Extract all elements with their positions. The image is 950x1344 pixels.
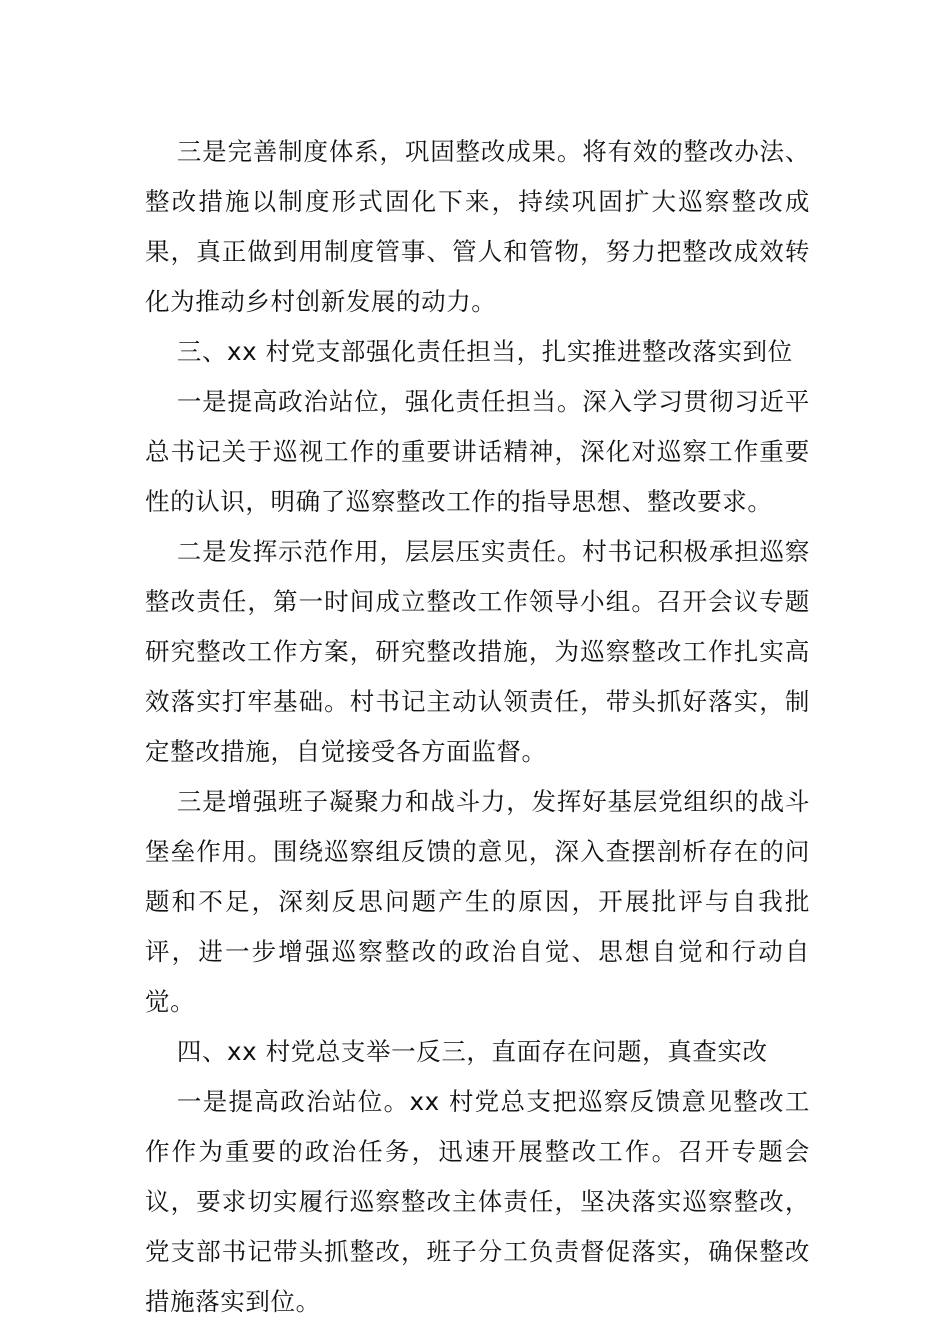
section-heading-4: 四、xx 村党总支举一反三，直面存在问题，真查实改 bbox=[176, 1037, 768, 1066]
section-heading-3: 三、xx 村党支部强化责任担当，扎实推进整改落实到位 bbox=[176, 337, 793, 366]
paragraph-team-cohesion: 三是增强班子凝聚力和战斗力，发挥好基层党组织的战斗堡垒作用。围绕巡察组反馈的意见，深入查摆剖析存在的问题和不足，深刻反思问题产生的原因，开展批评与自我批评，进一步增强巡察整改的政治自觉、思想自觉和行动自觉。 bbox=[145, 787, 810, 1016]
document-body bbox=[145, 127, 810, 1327]
paragraph-exemplary-role: 二是发挥示范作用，层层压实责任。村书记积极承担巡察整改责任，第一时间成立整改工作领导小组。召开会议专题研究整改工作方案，研究整改措施，为巡察整改工作扎实高效落实打牢基础。村书记主动认领责任，带头抓好落实，制定整改措施，自觉接受各方面监督。 bbox=[145, 537, 810, 766]
paragraph-political-task: 一是提高政治站位。xx 村党总支把巡察反馈意见整改工作作为重要的政治任务，迅速开展整改工作。召开专题会议，要求切实履行巡察整改主体责任，坚决落实巡察整改，党支部书记带头抓整改，班子分工负责督促落实，确保整改措施落实到位。 bbox=[145, 1087, 810, 1316]
paragraph-rectification-system: 三是完善制度体系，巩固整改成果。将有效的整改办法、整改措施以制度形式固化下来，持续巩固扩大巡察整改成果，真正做到用制度管事、管人和管物，努力把整改成效转化为推动乡村创新发展的动力。 bbox=[145, 137, 810, 316]
paragraph-political-stance: 一是提高政治站位，强化责任担当。深入学习贯彻习近平总书记关于巡视工作的重要讲话精神，深化对巡察工作重要性的认识，明确了巡察整改工作的指导思想、整改要求。 bbox=[145, 387, 810, 516]
